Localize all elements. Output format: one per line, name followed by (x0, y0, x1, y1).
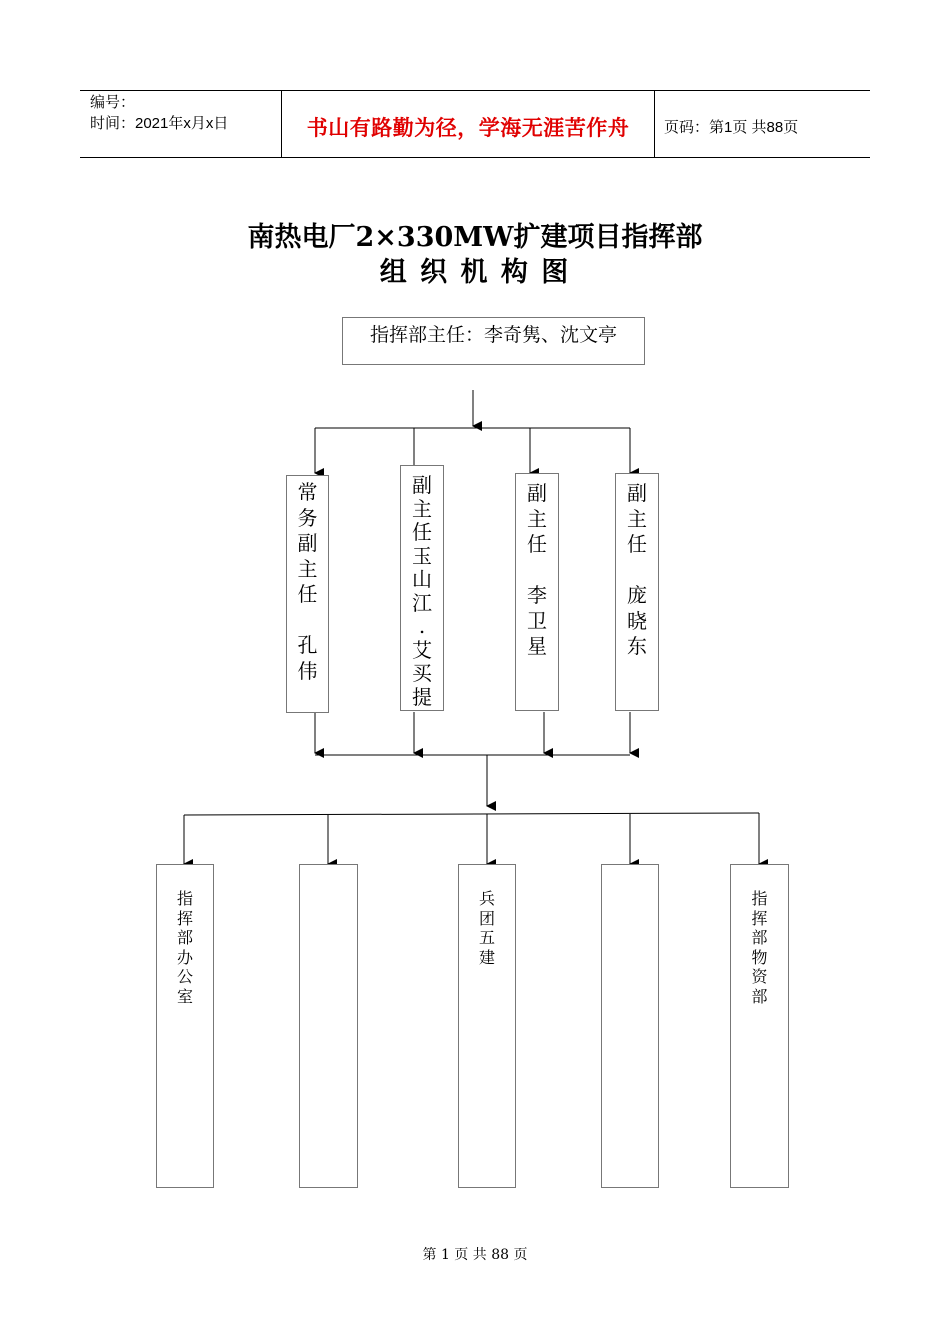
department-box-5 (730, 864, 789, 1188)
department-box-4 (601, 864, 659, 1188)
director-box (342, 317, 645, 365)
serial-number-label: 编号： (90, 94, 136, 111)
deputy-box-4 (615, 473, 659, 711)
department-branch-bar (184, 813, 759, 815)
header-motto: 书山有路勤为径，学海无涯苦作舟 (306, 117, 630, 140)
deputy-text-2: 副 主 任 玉 山 江 . 艾 买 提 (412, 473, 432, 709)
deputy-text-4: 副 主 任 庞 晓 东 (627, 481, 647, 658)
time-label: 时间：2021年x月x日 (90, 115, 229, 132)
page-footer: 第 1 页 共 88 页 (422, 1247, 528, 1263)
header-page-info: 页码：第1页 共88页 (664, 119, 799, 136)
deputy-box-3 (515, 473, 559, 711)
department-box-3 (458, 864, 516, 1188)
department-box-2 (299, 864, 358, 1188)
department-text-5: 指 挥 部 物 资 部 (751, 889, 768, 1006)
deputy-box-1 (286, 475, 329, 713)
deputy-text-3: 副 主 任 李 卫 星 (527, 481, 547, 658)
chart-title-line2: 组 织 机 构 图 (379, 257, 571, 288)
deputy-text-1: 常 务 副 主 任 孔 伟 (297, 480, 318, 683)
director-text: 指挥部主任：李奇隽、沈文亭 (369, 324, 617, 346)
chart-title-line1: 南热电厂2×330MW扩建项目指挥部 (247, 222, 703, 253)
department-text-1: 指 挥 部 办 公 室 (176, 889, 193, 1006)
department-text-3: 兵 团 五 建 (478, 889, 495, 967)
deputy-box-2 (400, 465, 444, 711)
department-box-1 (156, 864, 214, 1188)
